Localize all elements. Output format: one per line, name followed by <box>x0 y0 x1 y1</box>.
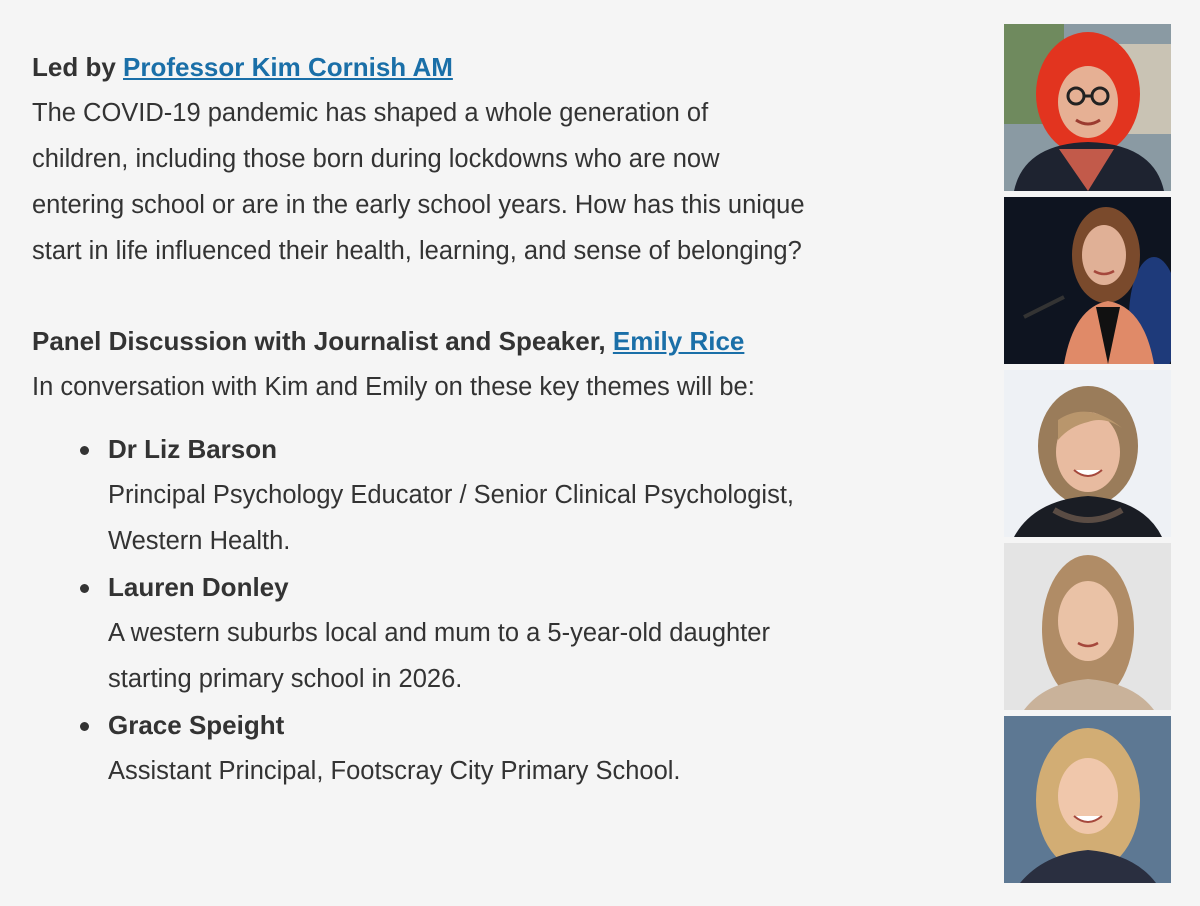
bullet-icon <box>80 722 89 731</box>
bullet-icon <box>80 584 89 593</box>
list-item <box>32 564 932 702</box>
panel-heading <box>32 318 932 364</box>
led-by-prefix: Led by <box>32 52 124 82</box>
person-name: Grace Speight <box>108 710 285 740</box>
list-item <box>32 426 932 564</box>
person-name: Dr Liz Barson <box>108 434 278 464</box>
emily-rice-photo <box>1004 197 1171 364</box>
panel-heading-prefix: Panel Discussion with Journalist and Speaker, <box>32 326 613 356</box>
emily-rice-link[interactable]: Emily Rice <box>612 326 745 356</box>
list-item <box>32 702 932 794</box>
person-description: starting primary school in 2026. <box>108 665 463 693</box>
kim-cornish-photo <box>1004 24 1171 191</box>
speaker-photos <box>1004 24 1171 889</box>
intro-paragraph <box>32 90 932 274</box>
lauren-donley-photo <box>1004 543 1171 710</box>
person-description: Assistant Principal, Footscray City Primary School. <box>108 757 681 785</box>
person-name: Lauren Donley <box>108 572 289 602</box>
kim-cornish-link[interactable]: Professor Kim Cornish AM <box>123 52 453 82</box>
intro-line: children, including those born during lockdowns who are now <box>32 145 720 173</box>
liz-barson-photo <box>1004 370 1171 537</box>
person-description: Principal Psychology Educator / Senior Clinical Psychologist, <box>108 481 794 509</box>
led-by-heading <box>32 44 932 90</box>
section-spacer <box>32 274 932 318</box>
intro-line: start in life influenced their health, learning, and sense of belonging? <box>32 237 802 265</box>
panel-subline: In conversation with Kim and Emily on these key themes will be: <box>32 373 755 401</box>
event-description <box>32 44 932 794</box>
grace-speight-photo <box>1004 716 1171 883</box>
intro-line: The COVID-19 pandemic has shaped a whole generation of <box>32 99 709 127</box>
bullet-icon <box>80 446 89 455</box>
intro-line: entering school or are in the early school years. How has this unique <box>32 191 805 219</box>
person-description: A western suburbs local and mum to a 5-year-old daughter <box>108 619 770 647</box>
person-description: Western Health. <box>108 527 291 555</box>
panel-list <box>32 426 932 794</box>
